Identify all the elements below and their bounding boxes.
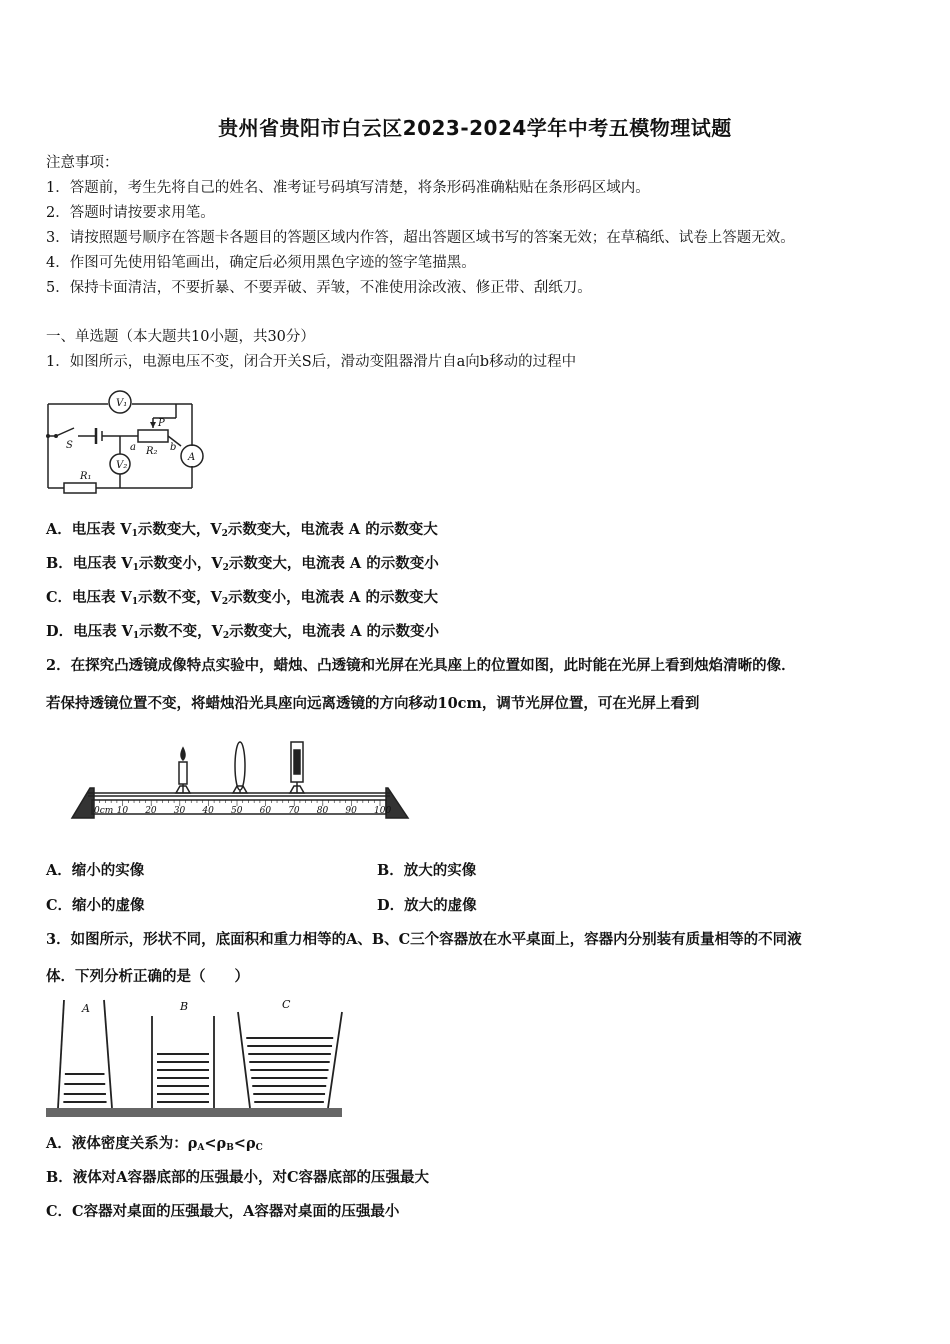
ruler-label: 50 [231, 806, 243, 816]
ruler-label: 30 [173, 806, 186, 816]
ruler-label: 10 [116, 806, 129, 816]
ruler-label: 90 [345, 806, 357, 816]
ruler-label: 0cm [94, 806, 114, 816]
q3-containers-diagram [46, 994, 346, 1120]
rheostat-r2 [138, 430, 168, 442]
v1-label: V₁ [116, 398, 128, 409]
ruler-label: 70 [288, 806, 300, 816]
v2-label: V₂ [116, 460, 128, 471]
table-surface [46, 1108, 342, 1117]
q2-option-b: B．放大的实像 [377, 862, 477, 879]
switch-pivot [54, 434, 58, 438]
switch-label: S [66, 440, 73, 451]
q2-optical-bench [68, 738, 413, 822]
container-c-label: C [282, 998, 291, 1011]
notes-item-5: 5．保持卡面清洁，不要折暴、不要弄破、弄皱，不准使用涂改液、修正带、刮纸刀。 [46, 280, 592, 296]
container-c [238, 1012, 250, 1108]
slider-label: P [158, 418, 165, 429]
q3-stem-line2: 体．下列分析正确的是（ ） [46, 968, 249, 985]
ruler-label: 80 [316, 806, 329, 816]
candle [179, 762, 187, 784]
container-a-label: A [82, 1002, 90, 1015]
notes-item-3: 3．请按照题号顺序在答题卡各题目的答题区域内作答，超出答题区域书写的答案无效；在草稿纸、试卷上答题无效。 [46, 230, 795, 246]
q1-option-c: C．电压表 $V_1$示数不变，$V_2$示数变小，电流表 A 的示数变大 [46, 589, 438, 607]
notes-item-4: 4．作图可先使用铅笔画出，确定后必须用黑色字迹的签字笔描黑。 [46, 255, 476, 271]
q1-option-d: D．电压表 $V_1$示数不变，$V_2$示数变大，电流表 A 的示数变小 [46, 623, 440, 641]
point-b-label: b [170, 442, 177, 453]
q2-stem-line2: 若保持透镜位置不变，将蜡烛沿光具座向远离透镜的方向移动10cm，调节光屏位置，可在光屏上看到 [46, 695, 700, 712]
ammeter-label: A [188, 452, 196, 463]
r1-label: R₁ [80, 471, 92, 482]
notes-item-2: 2．答题时请按要求用笔。 [46, 205, 215, 221]
q1-option-a: A．电压表 $V_1$示数变大，$V_2$示数变大，电流表 A 的示数变大 [46, 521, 438, 539]
notes-heading: 注意事项： [46, 155, 119, 171]
section-heading: 一、单选题（本大题共10小题，共30分） [46, 329, 315, 345]
ruler-label: 20 [145, 806, 157, 816]
q3-option-b: B．液体对A容器底部的压强最小，对C容器底部的压强最大 [46, 1169, 430, 1186]
q3-option-a: A．液体密度关系为：$\rho_A<\rho_B<\rho_C$ [46, 1135, 263, 1153]
ruler-label: 40 [202, 806, 214, 816]
convex-lens [235, 742, 245, 790]
q2-option-c: C．缩小的虚像 [46, 897, 145, 914]
slider-arrow [150, 422, 156, 428]
r2-label: R₂ [146, 446, 158, 457]
notes-item-1: 1．答题前，考生先将自己的姓名、准考证号码填写清楚，将条形码准确粘贴在条形码区域内。 [46, 180, 650, 196]
q3-option-c: C．C容器对桌面的压强最大，A容器对桌面的压强最小 [46, 1203, 400, 1220]
q3-stem-line1: 3．如图所示，形状不同，底面积和重力相等的A、B、C三个容器放在水平桌面上，容器内分别装有质量相等的不同液 [46, 931, 802, 948]
q2-stem-line1: 2．在探究凸透镜成像特点实验中，蜡烛、凸透镜和光屏在光具座上的位置如图，此时能在光屏上看到烛焰清晰的像． [46, 657, 796, 674]
point-a-label: a [130, 442, 136, 453]
q1-stem: 1．如图所示，电源电压不变，闭合开关S后，滑动变阻器滑片自a向b移动的过程中 [46, 354, 577, 370]
q2-option-d: D．放大的虚像 [377, 897, 477, 914]
q1-option-b: B．电压表 $V_1$示数变小，$V_2$示数变大，电流表 A 的示数变小 [46, 555, 439, 573]
container-b-label: B [180, 1000, 189, 1013]
q2-option-a: A．缩小的实像 [46, 862, 145, 879]
container-a [58, 1000, 64, 1108]
ruler-label: 60 [259, 806, 272, 816]
page-title: 贵州省贵阳市白云区2023-2024学年中考五模物理试题 [218, 116, 732, 140]
ruler-label: 100 [374, 806, 392, 816]
q1-circuit-diagram [40, 384, 220, 499]
resistor-r1 [64, 483, 96, 493]
junction-dot [46, 434, 50, 438]
